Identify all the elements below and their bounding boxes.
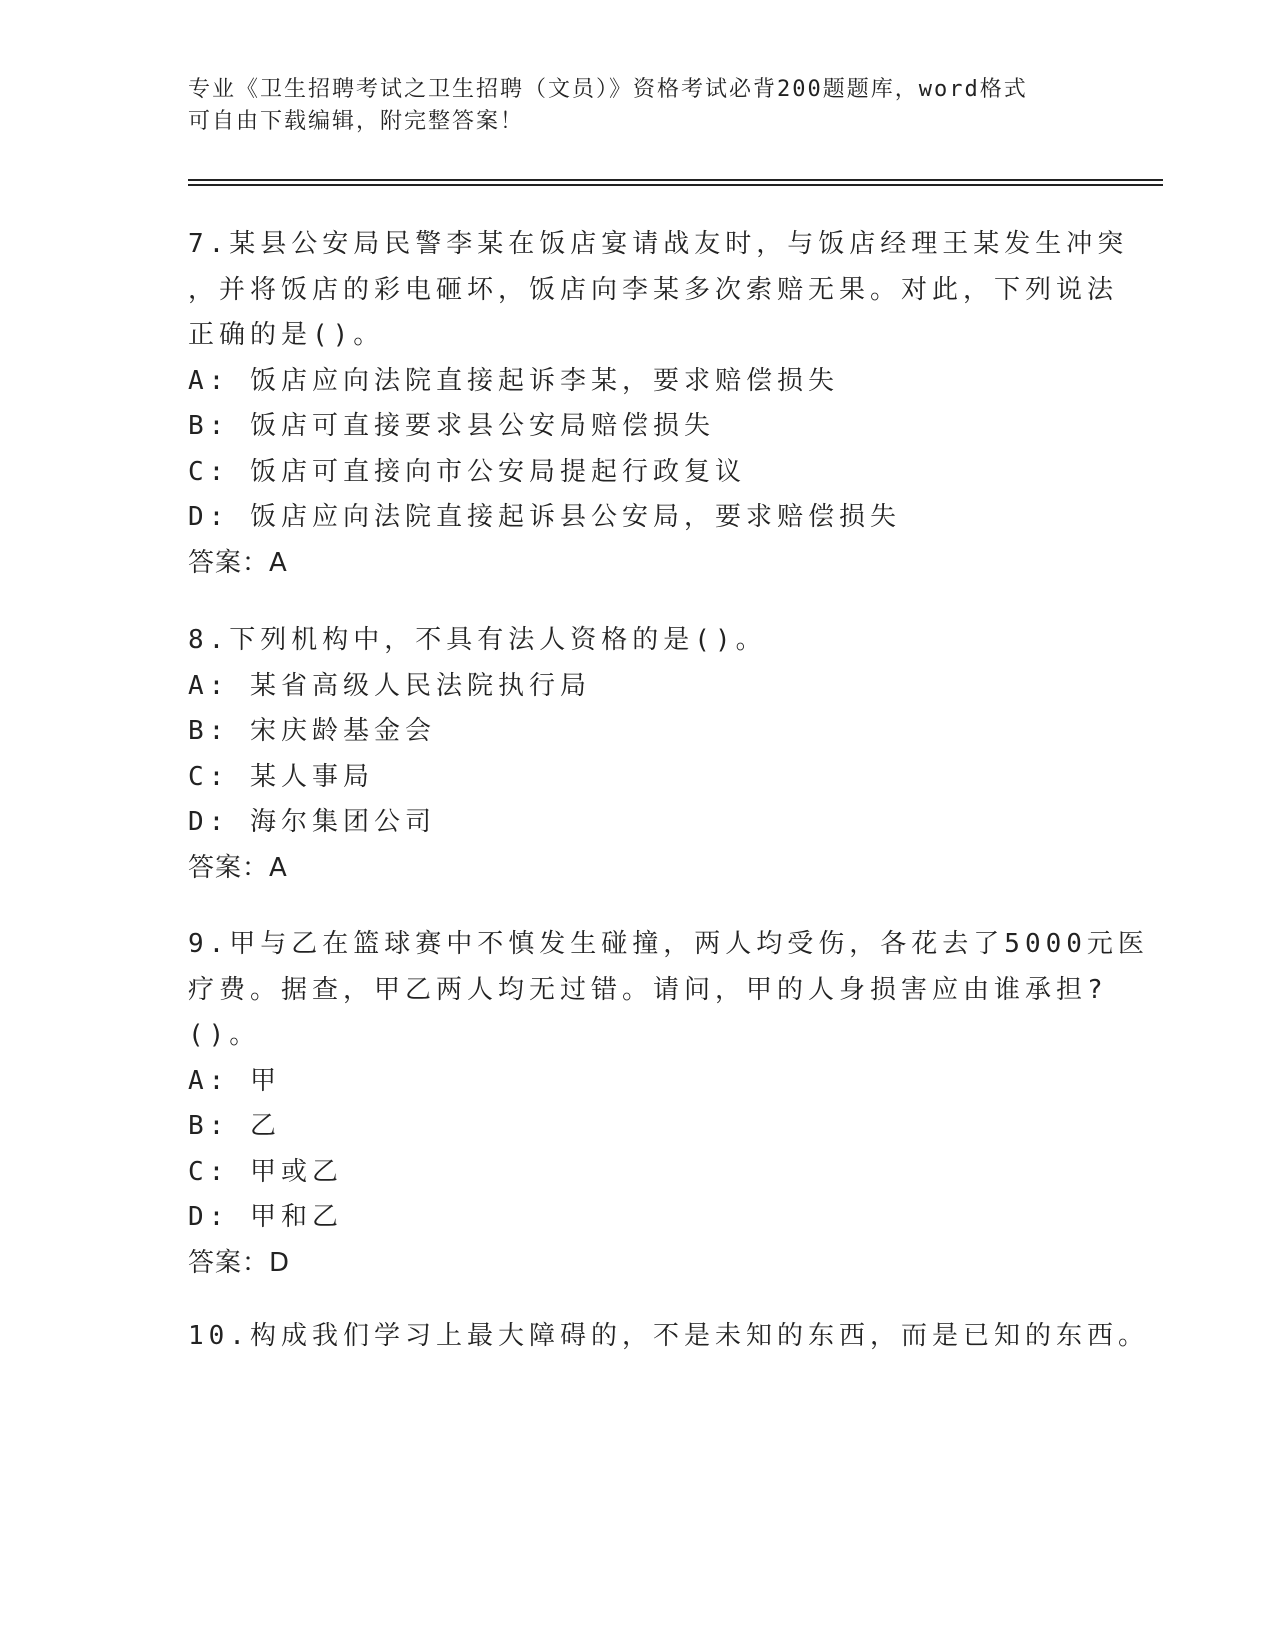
question-stem-line: 7.某县公安局民警李某在饭店宴请战友时，与饭店经理王某发生冲突	[188, 229, 1129, 259]
question-stem-line: ()。	[188, 1020, 261, 1050]
option-c: C: 饭店可直接向市公安局提起行政复议	[188, 456, 746, 487]
header-line-1: 专业《卫生招聘考试之卫生招聘（文员）》资格考试必背200题题库，word格式	[188, 77, 1028, 102]
header-divider-top	[188, 179, 1163, 181]
question-7	[188, 222, 1129, 586]
question-stem-line: 9.甲与乙在篮球赛中不慎发生碰撞，两人均受伤，各花去了5000元医	[188, 929, 1149, 959]
option-b: B: 乙	[188, 1111, 281, 1141]
question-stem-line: 正确的是()。	[188, 320, 385, 350]
question-8	[188, 618, 1088, 891]
answer-label: 答案：A	[188, 852, 288, 883]
option-c: C: 某人事局	[188, 761, 374, 792]
question-stem-line: 疗费。据查，甲乙两人均无过错。请问，甲的人身损害应由谁承担?	[188, 974, 1108, 1005]
question-9	[188, 922, 1149, 1286]
answer-label: 答案：A	[188, 547, 288, 578]
option-d: D: 海尔集团公司	[188, 807, 436, 837]
document-header	[188, 74, 1068, 138]
option-b: B: 饭店可直接要求县公安局赔偿损失	[188, 411, 715, 441]
option-b: B: 宋庆龄基金会	[188, 716, 436, 746]
answer-label: 答案：D	[188, 1247, 291, 1278]
option-a: A: 甲	[188, 1065, 281, 1096]
option-d: D: 甲和乙	[188, 1202, 343, 1232]
header-line-2: 可自由下载编辑，附完整答案！	[188, 109, 525, 134]
question-10	[188, 1314, 1149, 1360]
question-stem-line: 10.构成我们学习上最大障碍的，不是未知的东西，而是已知的东西。	[188, 1321, 1149, 1351]
question-stem-line: 8.下列机构中，不具有法人资格的是()。	[188, 625, 767, 655]
option-d: D: 饭店应向法院直接起诉县公安局，要求赔偿损失	[188, 502, 901, 532]
option-a: A: 饭店应向法院直接起诉李某，要求赔偿损失	[188, 365, 839, 396]
question-stem-line: ，并将饭店的彩电砸坏，饭店向李某多次索赔无果。对此，下列说法	[188, 274, 1119, 305]
option-c: C: 甲或乙	[188, 1156, 343, 1187]
header-divider-bottom	[188, 184, 1163, 186]
option-a: A: 某省高级人民法院执行局	[188, 670, 591, 701]
